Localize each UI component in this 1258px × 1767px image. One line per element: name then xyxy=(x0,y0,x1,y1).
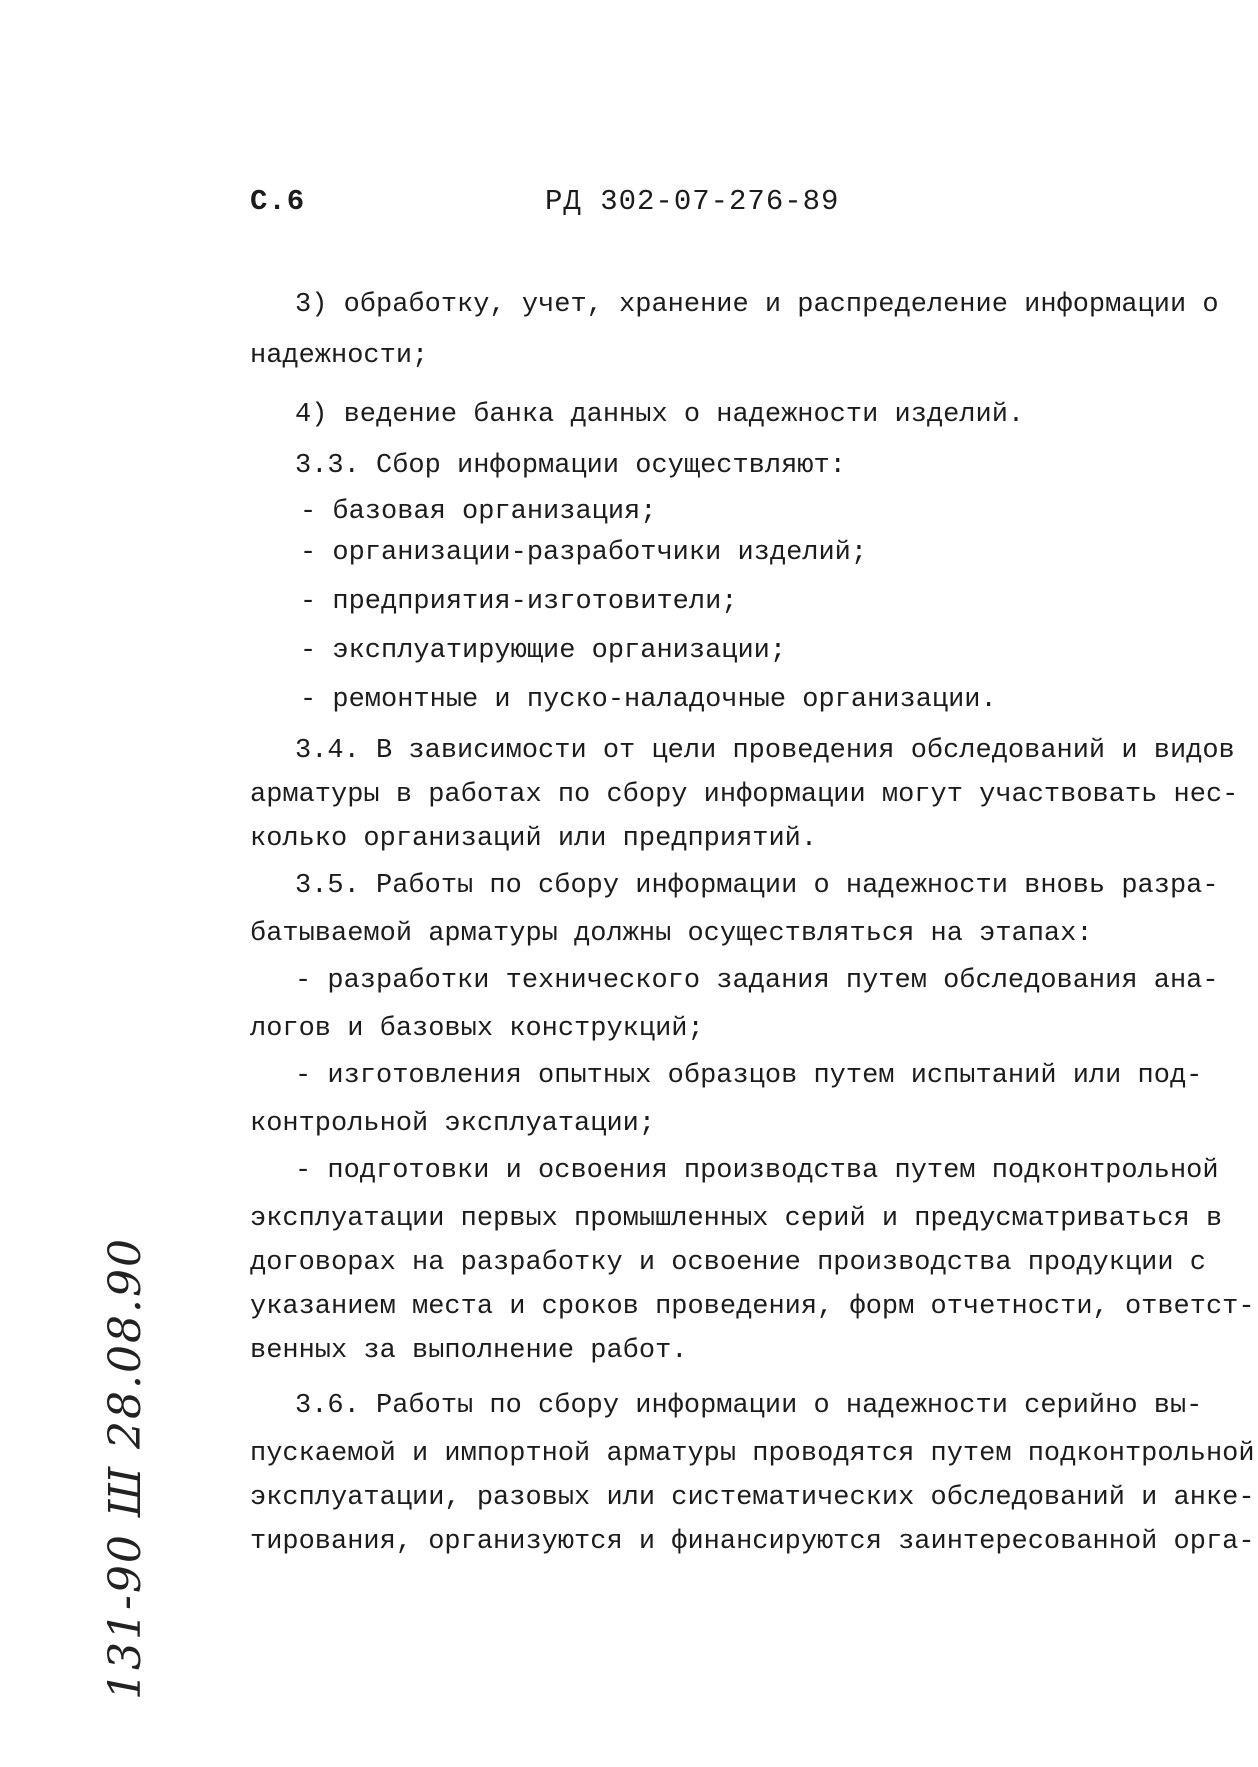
paragraph-line: 4) ведение банка данных о надежности изделий. xyxy=(295,400,1025,430)
paragraph-line: 3.3. Сбор информации осуществляют: xyxy=(295,451,846,481)
paragraph-line: указанием места и сроков проведения, форм отчетности, ответст- xyxy=(250,1292,1255,1322)
paragraph-line: - разработки технического задания путем обследования ана- xyxy=(295,966,1219,996)
list-item: - ремонтные и пуско-наладочные организации. xyxy=(300,685,997,715)
paragraph-line: надежности; xyxy=(250,341,429,371)
paragraph-line: договорах на разработку и освоение производства продукции с xyxy=(250,1248,1206,1278)
list-item: - эксплуатирующие организации; xyxy=(300,636,787,666)
paragraph-line: венных за выполнение работ. xyxy=(250,1336,688,1366)
paragraph-line: эксплуатации первых промышленных серий и предусматриваться в xyxy=(250,1204,1223,1234)
paragraph-line: 3.4. В зависимости от цели проведения обследований и видов xyxy=(295,736,1235,766)
document-body xyxy=(250,280,1255,1564)
paragraph-line: 3) обработку, учет, хранение и распределение информации о xyxy=(295,290,1219,320)
paragraph-line: контрольной эксплуатации; xyxy=(250,1109,656,1139)
paragraph-line: 3.5. Работы по сбору информации о надежности вновь разра- xyxy=(295,871,1219,901)
paragraph-line: - подготовки и освоения производства путем подконтрольной xyxy=(295,1156,1219,1186)
document-code: РД 302-07-276-89 xyxy=(545,185,840,218)
paragraph-line: - изготовления опытных образцов путем испытаний или под- xyxy=(295,1061,1203,1091)
paragraph-line: эксплуатации, разовых или систематических обследований и анке- xyxy=(250,1483,1255,1513)
list-item: - предприятия-изготовители; xyxy=(300,587,738,617)
paragraph-line: пускаемой и импортной арматуры проводятся путем подконтрольной xyxy=(250,1439,1255,1469)
paragraph-line: 3.6. Работы по сбору информации о надежности серийно вы- xyxy=(295,1391,1203,1421)
page-number: С.6 xyxy=(250,185,306,218)
paragraph-line: колько организаций или предприятий. xyxy=(250,824,818,854)
paragraph-line: батываемой арматуры должны осуществляться на этапах: xyxy=(250,919,1093,949)
list-item: - организации-разработчики изделий; xyxy=(300,538,868,568)
page-header xyxy=(250,185,1150,225)
paragraph-line: логов и базовых конструкций; xyxy=(250,1014,704,1044)
paragraph-line: арматуры в работах по сбору информации могут участвовать нес- xyxy=(250,780,1239,810)
paragraph-line: тирования, организуются и финансируются заинтересованной орга- xyxy=(250,1527,1255,1557)
list-item: - базовая организация; xyxy=(300,497,657,527)
handwritten-margin-note: 131-90 Ш 28.08.90 xyxy=(100,1237,151,1700)
